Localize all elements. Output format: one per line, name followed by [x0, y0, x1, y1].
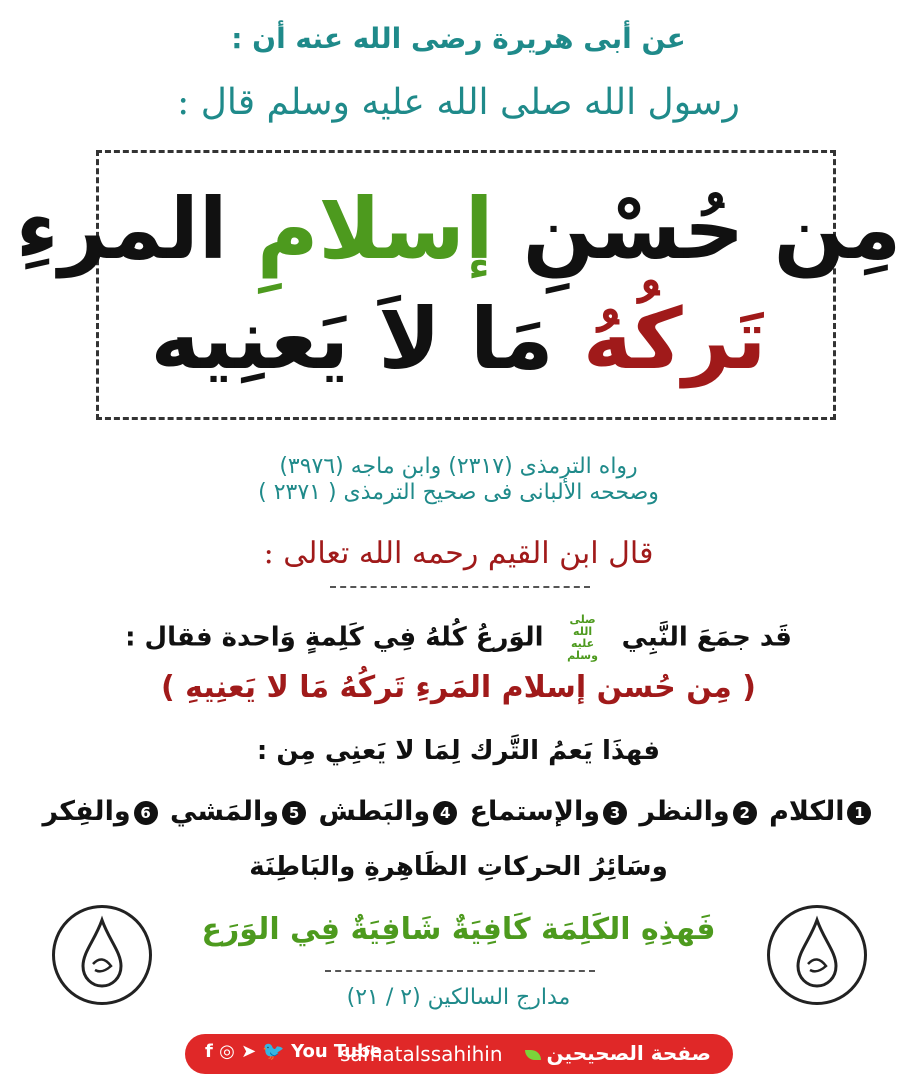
- hadith-word-ma-la-yanihi: مَا لاَ يَعنِيه: [150, 290, 583, 388]
- reference-line: مدارج السالكين (٢ / ٢١): [346, 985, 571, 1010]
- number-badge: 2: [733, 801, 757, 825]
- sahihin-logo-right: [767, 905, 867, 1005]
- number-badge: 1: [847, 801, 871, 825]
- hadith-line-1: [0, 180, 917, 278]
- social-handle[interactable]: safhatalssahihin: [340, 1042, 503, 1066]
- intro-line: رسول الله صلى الله عليه وسلم قال :: [177, 82, 740, 123]
- source-line-1: رواه الترمذى (٢٣١٧) وابن ماجه (٣٩٧٦): [279, 454, 638, 479]
- hadith-line-2: [0, 290, 917, 388]
- conclusion-line: فَهذِهِ الكَلِمَة كَافِيَةٌ شَافِيَةٌ فِي الوَرَع: [201, 912, 716, 947]
- number-badge: 5: [282, 801, 306, 825]
- source-line-2: وصححه الألبانى فى صحيح الترمذى ( ٢٣٧١ ): [258, 480, 659, 505]
- number-badge: 6: [134, 801, 158, 825]
- social-icons[interactable]: f ◎ ➤ 🐦 You Tube: [205, 1041, 383, 1062]
- drop-emblem-icon: [770, 908, 864, 1002]
- ibn-qayyim-heading: قال ابن القيم رحمه الله تعالى :: [263, 536, 654, 571]
- hadith-word-islam: إسلامِ: [256, 180, 494, 278]
- social-footer-bar: [185, 1034, 733, 1074]
- hadith-sources: [0, 454, 917, 506]
- list-item: 6والفِكر: [43, 796, 161, 827]
- page-name: صفحة الصحيحين: [519, 1041, 711, 1065]
- commentary-text-b: الوَرعُ كُلهُ فِي كَلِمةٍ وَاحدة فقال :: [125, 622, 544, 653]
- hadith-word-min-husn: مِن حُسْنِ: [493, 180, 902, 278]
- divider-top: [330, 586, 590, 588]
- list-item: 1الكلام: [769, 796, 874, 827]
- commentary-text-a: قَد جمَعَ النَّبِي: [621, 622, 792, 653]
- number-badge: 4: [433, 801, 457, 825]
- narrator-line: عن أبى هريرة رضى الله عنه أن :: [231, 22, 686, 55]
- hadith-word-tarkuhu: تَركُهُ: [582, 290, 767, 388]
- list-item: 3والإستماع: [470, 796, 630, 827]
- list-item: 2والنظر: [639, 796, 759, 827]
- leaf-icon: [525, 1050, 541, 1060]
- salla-calligraphy: صلى الله عليه وسلم: [567, 613, 598, 662]
- commentary-line-1: [0, 614, 917, 662]
- list-item: 4والبَطش: [319, 796, 461, 827]
- commentary-line-3: فهذَا يَعمُ التَّرك لِمَا لا يَعنِي مِن :: [256, 736, 661, 766]
- list-item: 5والمَشي: [170, 796, 309, 827]
- commentary-line-5: وسَائِرُ الحركاتِ الظَاهِرةِ والبَاطِنَة: [249, 852, 668, 882]
- number-badge: 3: [603, 801, 627, 825]
- drop-emblem-icon: [55, 908, 149, 1002]
- numbered-list: [0, 796, 917, 827]
- divider-bottom: [325, 970, 595, 972]
- quoted-hadith: ( مِن حُسن إسلام المَرءِ تَركُهُ مَا لا يَعنِيهِ ): [161, 670, 756, 705]
- hadith-word-almar: المرءِ: [15, 180, 257, 278]
- sahihin-logo-left: [52, 905, 152, 1005]
